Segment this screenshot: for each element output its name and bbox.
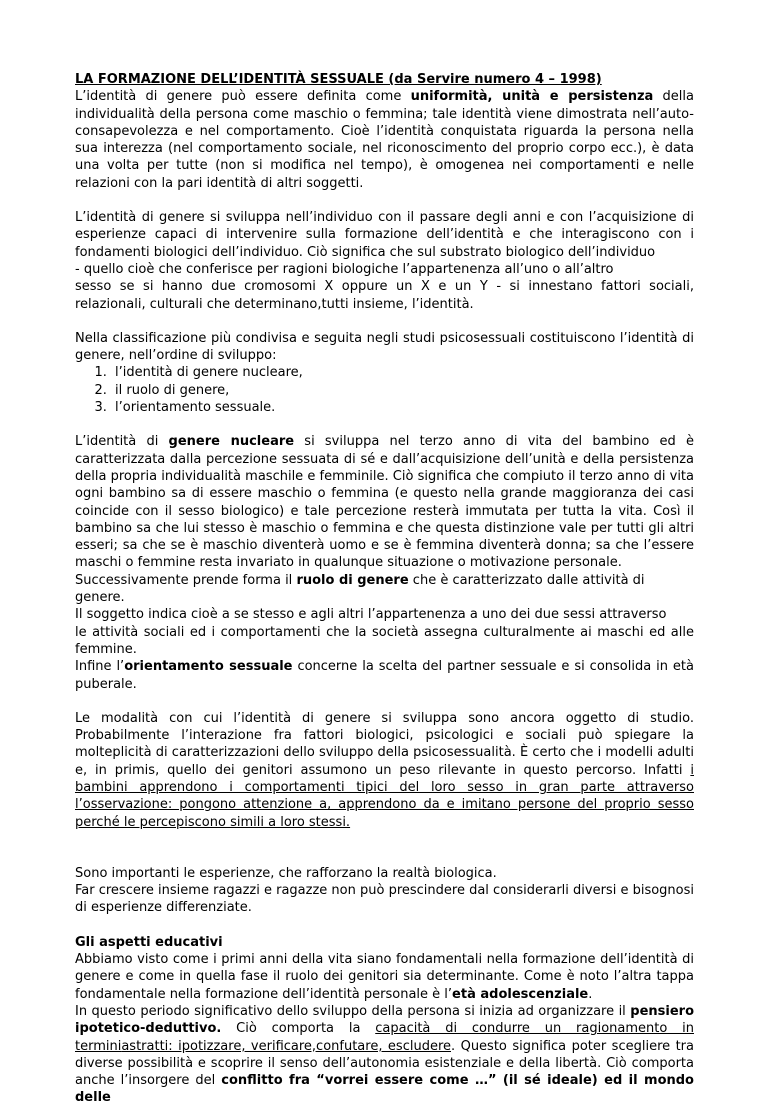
section-heading-text: Gli aspetti educativi bbox=[75, 934, 223, 950]
paragraph-5 bbox=[75, 710, 694, 831]
paragraph-6-b bbox=[75, 882, 694, 917]
paragraph-2 bbox=[75, 209, 694, 313]
sec-underlined-g: capacità di condurre un ragionamento in termini bbox=[75, 1021, 694, 1054]
p5-text-a: Le modalità con cui l’identità di genere si sviluppa sono ancora oggetto di studio. Probabilmente l’interazione fra fattori biologici, psicologici e sociali può spiegare la molteplicità di caratterizzazioni dello sviluppo della psicosessualità. È certo che i modelli adulti e, in primis, quello dei genitori assumono un peso rilevante in questo percorso. Infatti bbox=[75, 710, 694, 778]
paragraph-3 bbox=[75, 330, 694, 365]
p4-bold-e: ruolo di genere bbox=[296, 572, 409, 588]
p4-bold-j: orientamento sessuale bbox=[124, 659, 293, 675]
p4-text-a: L’identità di bbox=[75, 434, 169, 450]
section-paragraph-2 bbox=[75, 1003, 694, 1107]
sec-text-a: Abbiamo visto come i primi anni della vita siano fondamentali nella formazione dell’identità di genere e come in quella fase il ruolo dei genitori sia determinante. Come è noto l’altra tappa fondamentale nella formazione dell’identità personale è l’ bbox=[75, 952, 694, 1002]
p1-bold: uniformità, unità e persistenza bbox=[410, 89, 654, 105]
title-text: LA FORMAZIONE DELL’IDENTITÀ SESSUALE (da Servire numero 4 – 1998) bbox=[75, 72, 602, 87]
p4-text-i: Infine l’ bbox=[75, 659, 125, 675]
p4-text-g: Il soggetto indica cioè a se stesso e agli altri l’appartenenza a uno dei due sessi attraverso bbox=[75, 607, 667, 623]
p4-text-h: le attività sociali ed i comportamenti che la società assegna culturalmente ai maschi ed alle femmine. bbox=[75, 624, 694, 657]
paragraph-4-cont bbox=[75, 572, 694, 607]
p4-text-k: concerne la scelta del partner sessuale e si consolida in età puberale. bbox=[75, 659, 694, 692]
p2-line-b: - quello cioè che conferisce per ragioni biologiche l’appartenenza all’uno o all’altro bbox=[75, 261, 614, 277]
document-title bbox=[75, 71, 694, 88]
paragraph-4-line-h bbox=[75, 624, 694, 659]
list-item: 3. l’orientamento sessuale. bbox=[111, 399, 694, 416]
section-heading bbox=[75, 934, 694, 951]
sec-text-f: Ciò comporta la bbox=[221, 1021, 376, 1037]
paragraph-1 bbox=[75, 88, 694, 192]
p1-text-a: L’identità di genere può essere definita come bbox=[75, 89, 411, 105]
p2-text-c: sesso se si hanno due cromosomi X oppure un X e un Y - si innestano fattori sociali, relazionali, culturali che determinano,tutti insieme, l’identità. bbox=[75, 279, 694, 312]
sec-bold-e: pensiero ipotetico-deduttivo. bbox=[75, 1003, 694, 1037]
sec-text-d: In questo periodo significativo dello sviluppo della persona si inizia ad organizzare il bbox=[75, 1003, 631, 1019]
p6-text-a: Sono importanti le esperienze, che rafforzano la realtà biologica. bbox=[75, 865, 497, 881]
paragraph-4 bbox=[75, 433, 694, 571]
p2-text-a: L’identità di genere si sviluppa nell’individuo con il passare degli anni e con l’acquisizione di esperienze capaci di intervenire sulla formazione dell’identità e che interagiscono con i fondamenti biologici dell’individuo. Ciò significa che sul substrato biologico dell’individuo bbox=[75, 210, 694, 260]
sec-underlined-h: astratti: ipotizzare, verificare,confutare, escludere bbox=[121, 1038, 451, 1054]
p5-underlined: i bambini apprendono i comportamenti tipici del loro sesso in gran parte attraverso l’osservazione: pongono attenzione a, apprendono da e imitano persone del proprio sesso perché le percepiscono simili a loro stessi. bbox=[75, 762, 694, 830]
p4-text-d: Successivamente prende forma il bbox=[75, 572, 297, 588]
paragraph-4-line-g bbox=[75, 606, 694, 623]
section-paragraph-1 bbox=[75, 951, 694, 1003]
sec-bold-b: età adolescenziale bbox=[452, 986, 589, 1002]
paragraph-4-final bbox=[75, 658, 694, 693]
p6-text-b: Far crescere insieme ragazzi e ragazze non può prescindere dal considerarli diversi e bisognosi di esperienze differenziate. bbox=[75, 883, 695, 916]
list-item: 2. il ruolo di genere, bbox=[111, 382, 694, 399]
development-list bbox=[75, 364, 694, 416]
p3-text-a: Nella classificazione più condivisa e seguita negli studi psicosessuali costituiscono l’identità di genere, nell’ordine di sviluppo: bbox=[75, 330, 694, 364]
p4-bold-b: genere nucleare bbox=[168, 434, 295, 450]
p1-text-c: della individualità della persona come maschio o femmina; tale identità viene dimostrata nell’auto-consapevolezza e nel comportamento. Cioè l’identità conquistata riguarda la persona nella sua interezza (nel comportamento sociale, nel riconoscimento del proprio corpo ecc.), è data una volta per tutte (non si modifica nel tempo), è omogenea nei comportamenti e nelle relazioni con la pari identità di altri soggetti. bbox=[75, 89, 694, 191]
list-item: 1. l’identità di genere nucleare, bbox=[111, 364, 694, 381]
p4-text-f: che è caratterizzato dalle attività di genere. bbox=[75, 572, 645, 606]
sec-bold-j: conflitto fra “vorrei essere come …” (il sé ideale) ed il mondo delle bbox=[75, 1073, 694, 1106]
document-page bbox=[75, 71, 694, 1107]
sec-text-i: . Questo significa poter scegliere tra diverse possibilità e scoprire il senso dell’autonomia esistenziale e della libertà. Ciò comporta anche l’insorgere del bbox=[75, 1038, 694, 1089]
paragraph-6 bbox=[75, 865, 694, 882]
p4-text-c: si sviluppa nel terzo anno di vita del bambino ed è caratterizzata dalla percezione sessuata di sé e dall’acquisizione dell’unità e della persistenza della propria individualità maschile e femminile. Ciò significa che compiuto il terzo anno di vita ogni bambino sa di essere maschio o femmina (e questo nella grande maggioranza dei casi coincide con il sesso biologico) e tale percezione resterà immutata per tutta la vita. Così il bambino sa che lui stesso è maschio o femmina e che questa distinzione vale per tutti gli altri esseri; sa che se è maschio diventerà uomo e se è femmina diventerà donna; sa che l’essere maschi o femmine resta invariato in qualunque situazione o motivazione personale. bbox=[75, 434, 694, 571]
sec-text-c: . bbox=[588, 986, 593, 1002]
